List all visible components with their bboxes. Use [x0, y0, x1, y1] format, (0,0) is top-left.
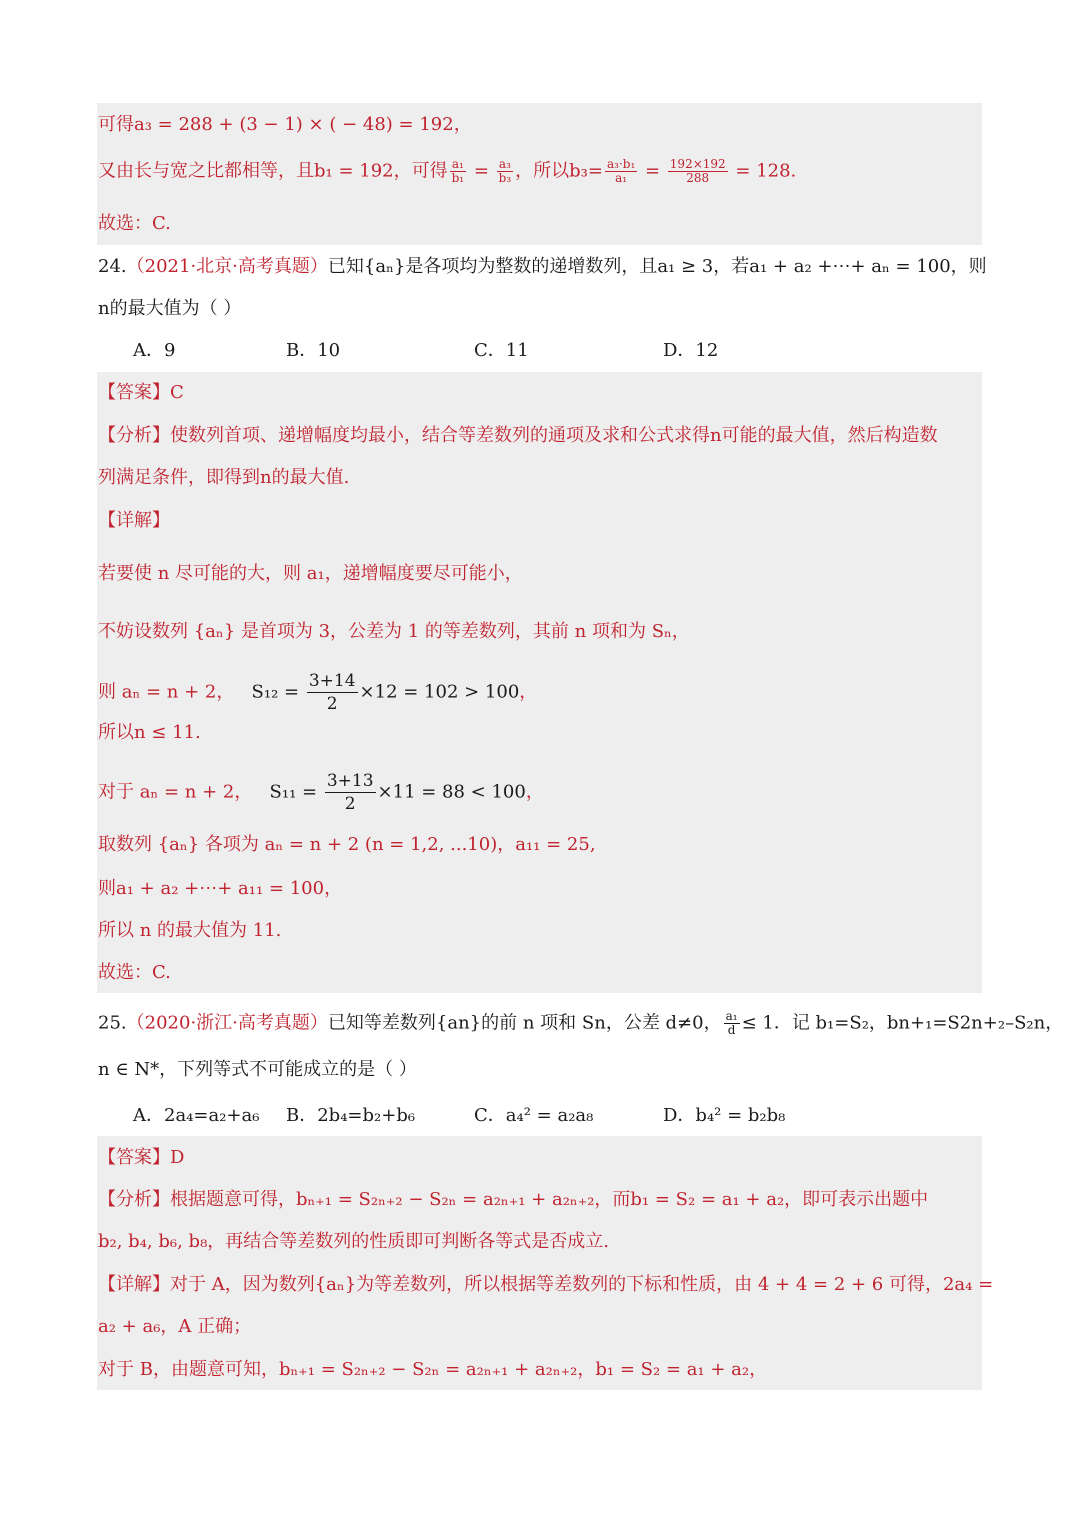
q24-analysis-line-1: 【分析】使数列首项、递增幅度均最小，结合等差数列的通项及求和公式求得n可能的最大值，然后构造数: [98, 425, 938, 446]
q24-detail-5: [98, 770, 544, 815]
q25-stem-line-2: n ∈ N*，下列等式不可能成立的是（ ）: [98, 1059, 417, 1080]
q25-source: （2020·浙江·高考真题）: [126, 1012, 328, 1034]
q24-answer: 【答案】C: [98, 382, 184, 403]
prev-line-2-text-c: = 128.: [729, 160, 797, 182]
q25-answer: 【答案】D: [98, 1147, 185, 1168]
q24-stem-line-1: [98, 255, 987, 279]
q25-option-a: A．2a₄=a₂+a₆: [133, 1105, 260, 1126]
q24-option-b: B．10: [286, 340, 341, 361]
q25-solution-block: [97, 1136, 982, 1390]
fraction-3-14: $\frac{3+14}{2}$: [308, 671, 356, 714]
fraction-a1-d: $\frac{\text{a₁}}{d}$: [725, 1009, 738, 1037]
s11-value: ×11 = 88 < 100: [377, 781, 526, 803]
prev-line-3: 故选：C.: [98, 213, 171, 234]
q25-option-c: C．a₄² = a₂a₈: [474, 1105, 594, 1126]
fraction-a1-b1: $\frac{\text{a₁}}{\text{b₁}}$: [451, 157, 465, 185]
prev-line-1: 可得a₃ = 288 + (3 − 1) × ( − 48) = 192，: [98, 114, 472, 135]
q24-option-d: D．12: [663, 340, 719, 361]
q24-stem-line-2: n的最大值为（ ）: [98, 298, 242, 319]
q25-detail-line-1: 【详解】对于 A，因为数列{aₙ}为等差数列，所以根据等差数列的下标和性质，由 4 + 4 = 2 + 6 可得，2a₄ =: [98, 1274, 994, 1295]
q25-option-d: D．b₄² = b₂b₈: [663, 1105, 786, 1126]
q25-stem-text-b: ≤ 1．记 b₁=S₂，bn+₁=S2n+₂–S₂n，: [741, 1012, 1064, 1034]
fraction-a3-b3: $\frac{\text{a₃}}{\text{b₃}}$: [498, 157, 512, 185]
q25-analysis-line-2: b₂, b₄, b₆, b₈，再结合等差数列的性质即可判断各等式是否成立.: [98, 1231, 610, 1252]
fraction-192-288: $\frac{192\times 192}{288}$: [669, 157, 726, 185]
q24-detail-label: 【详解】: [98, 510, 170, 531]
q24-detail-6: 取数列 {aₙ} 各项为 aₙ = n + 2 (n = 1,2, ...10)，a₁₁ = 25,: [98, 834, 596, 855]
q24-detail-3-d: ，: [519, 681, 538, 703]
q24-detail-5-a: 对于 aₙ = n + 2，: [98, 781, 253, 803]
fraction-3-13: $\frac{3+13}{2}$: [326, 771, 374, 814]
q25-detail-line-3: 对于 B，由题意可知，bₙ₊₁ = S₂ₙ₊₂ − S₂ₙ = a₂ₙ₊₁ + a₂ₙ₊₂，b₁ = S₂ = a₁ + a₂，: [98, 1359, 768, 1380]
q24-detail-7: 则a₁ + a₂ +⋯+ a₁₁ = 100，: [98, 878, 343, 899]
q25-analysis-line-1: 【分析】根据题意可得，bₙ₊₁ = S₂ₙ₊₂ − S₂ₙ = a₂ₙ₊₁ + a₂ₙ₊₂，而b₁ = S₂ = a₁ + a₂，即可表示出题中: [98, 1189, 929, 1210]
prev-line-2-text-b: ，所以b₃=: [515, 160, 603, 182]
q24-number: 24.: [98, 256, 127, 277]
s12-value: ×12 = 102 > 100: [359, 681, 520, 703]
q24-analysis-line-2: 列满足条件，即得到n的最大值.: [98, 467, 350, 488]
q24-detail-4: 所以n ≤ 11.: [98, 722, 201, 743]
q25-number: 25.: [98, 1012, 127, 1034]
q25-stem-text-a: 已知等差数列{an}的前 n 项和 Sn，公差 d≠0，: [327, 1012, 722, 1034]
q24-option-a: A．9: [133, 340, 176, 361]
q24-detail-5-d: ，: [525, 781, 544, 803]
q24-option-c: C．11: [474, 340, 529, 361]
q24-detail-3: [98, 670, 537, 715]
prev-line-2: 又由长与宽之比都相等，且b₁ = 192，可得 $\frac{\text{a₁}}{\text{b₁}}$ = $\frac{\text{a₃}}{\text{b₃}}$ ，所以b₃= $\frac{\text{a₃·b₁}}{\text{a₁}}$ = $\frac{192\times 192}{288}$ = 128.: [98, 157, 797, 185]
q24-detail-3-a: 则 aₙ = n + 2，: [98, 681, 235, 703]
q24-detail-9: 故选：C.: [98, 962, 171, 983]
s11-label: S₁₁ =: [269, 781, 318, 803]
prev-line-2-text: 又由长与宽之比都相等，且b₁ = 192，可得: [98, 160, 448, 182]
s12-label: S₁₂ =: [251, 681, 300, 703]
q24-stem-text: 已知{aₙ}是各项均为整数的递增数列，且a₁ ≥ 3，若a₁ + a₂ +⋯+ aₙ = 100，则: [327, 256, 987, 277]
q24-detail-8: 所以 n 的最大值为 11.: [98, 920, 282, 941]
q25-detail-line-2: a₂ + a₆，A 正确；: [98, 1316, 252, 1337]
fraction-a3b1-a1: $\frac{\text{a₃·b₁}}{\text{a₁}}$: [606, 157, 636, 185]
q24-detail-2: 不妨设数列 {aₙ} 是首项为 3，公差为 1 的等差数列，其前 n 项和为 Sₙ，: [98, 621, 690, 642]
q25-option-b: B．2b₄=b₂+b₆: [286, 1105, 416, 1126]
q25-stem-line-1: [98, 1010, 1063, 1037]
q24-source: （2021·北京·高考真题）: [126, 256, 328, 277]
q24-detail-1: 若要使 n 尽可能的大，则 a₁，递增幅度要尽可能小，: [98, 563, 523, 584]
